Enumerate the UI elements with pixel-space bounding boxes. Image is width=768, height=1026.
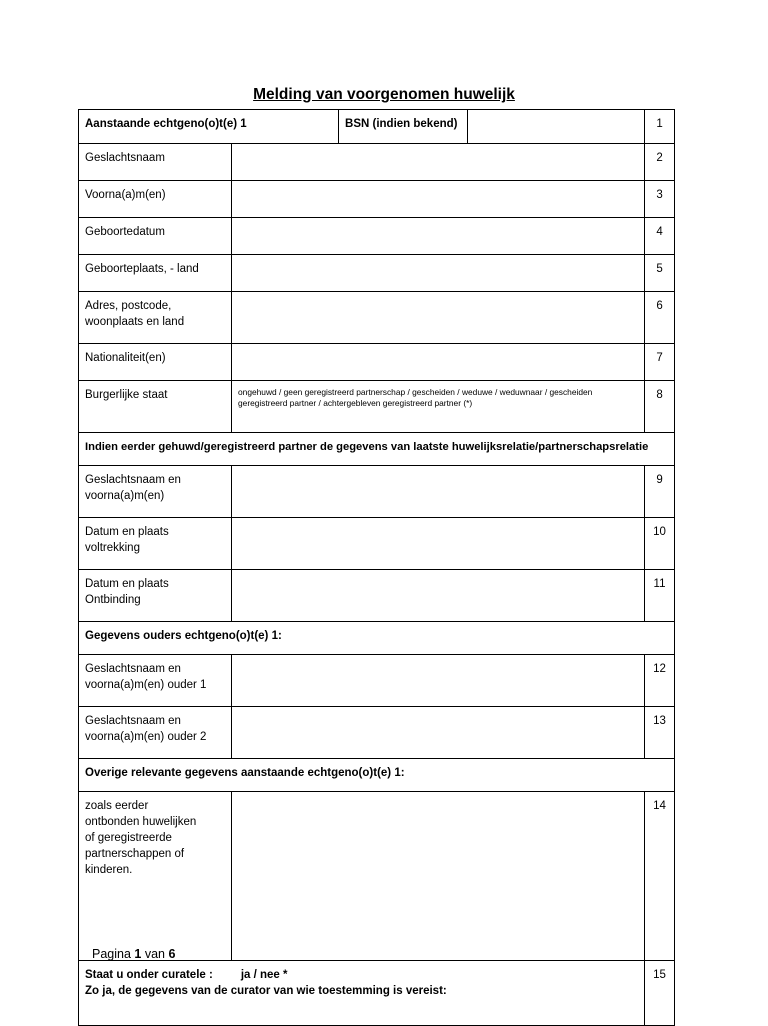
- field-label: Geboorteplaats, - land: [79, 255, 232, 292]
- total-pages: 6: [168, 947, 176, 961]
- section-3-heading: Gegevens ouders echtgeno(o)t(e) 1:: [79, 622, 675, 655]
- field-label: Geslachtsnaam en voorna(a)m(en) ouder 2: [79, 707, 232, 759]
- adres-field[interactable]: [232, 292, 645, 344]
- field-label: Geslachtsnaam en voorna(a)m(en) ouder 1: [79, 655, 232, 707]
- curatele-question: Staat u onder curatele :: [85, 969, 213, 981]
- field-label: Burgerlijke staat: [79, 381, 232, 433]
- row-number: 6: [645, 292, 675, 344]
- row-number: 3: [645, 181, 675, 218]
- row-number: 11: [645, 570, 675, 622]
- field-label: zoals eerder ontbonden huwelijken of geregistreerde partnerschappen of kinderen.: [79, 792, 232, 961]
- vorige-partner-naam-field[interactable]: [232, 466, 645, 518]
- ontbinding-field[interactable]: [232, 570, 645, 622]
- form-row-voltrekking: [79, 518, 675, 570]
- curator-followup: Zo ja, de gegevens van de curator van wie toestemming is vereist:: [85, 985, 447, 997]
- curatele-cell[interactable]: [79, 961, 645, 1026]
- voltrekking-field[interactable]: [232, 518, 645, 570]
- bsn-label: BSN (indien bekend): [339, 110, 468, 144]
- row-number: 14: [645, 792, 675, 961]
- row-number: 5: [645, 255, 675, 292]
- row-number: 7: [645, 344, 675, 381]
- row-number: 12: [645, 655, 675, 707]
- nationaliteit-field[interactable]: [232, 344, 645, 381]
- ouder-1-field[interactable]: [232, 655, 645, 707]
- field-label: Geslachtsnaam en voorna(a)m(en): [79, 466, 232, 518]
- overige-gegevens-field[interactable]: [232, 792, 645, 961]
- geslachtsnaam-field[interactable]: [232, 144, 645, 181]
- form-row-burgerlijke-staat: [79, 381, 675, 433]
- marriage-notification-form: [78, 109, 675, 1026]
- form-row-overige-gegevens: [79, 792, 675, 961]
- curatele-question-line: [85, 967, 638, 983]
- form-row-ontbinding: [79, 570, 675, 622]
- field-label: Adres, postcode, woonplaats en land: [79, 292, 232, 344]
- form-row-voornamen: [79, 181, 675, 218]
- page-footer: [92, 947, 175, 961]
- form-row-ouder-2: [79, 707, 675, 759]
- form-row-geslachtsnaam: [79, 144, 675, 181]
- form-row-curatele: [79, 961, 675, 1026]
- section-1-header-row: [79, 110, 675, 144]
- field-label: Geslachtsnaam: [79, 144, 232, 181]
- form-row-adres: [79, 292, 675, 344]
- footer-middle: van: [144, 947, 166, 961]
- bsn-field[interactable]: [468, 110, 645, 144]
- geboorteplaats-field[interactable]: [232, 255, 645, 292]
- form-row-geboorteplaats: [79, 255, 675, 292]
- form-row-nationaliteit: [79, 344, 675, 381]
- field-label: Geboortedatum: [79, 218, 232, 255]
- row-number: 13: [645, 707, 675, 759]
- field-label: Voorna(a)m(en): [79, 181, 232, 218]
- section-3-header-row: [79, 622, 675, 655]
- section-4-header-row: [79, 759, 675, 792]
- section-1-label: Aanstaande echtgeno(o)t(e) 1: [79, 110, 339, 144]
- section-2-header-row: [79, 433, 675, 466]
- form-row-geboortedatum: [79, 218, 675, 255]
- form-row-ouder-1: [79, 655, 675, 707]
- voornamen-field[interactable]: [232, 181, 645, 218]
- geboortedatum-field[interactable]: [232, 218, 645, 255]
- section-2-heading: Indien eerder gehuwd/geregistreerd partner de gegevens van laatste huwelijksrelatie/partnerschapsrelatie: [79, 433, 675, 466]
- field-label: Datum en plaats voltrekking: [79, 518, 232, 570]
- ouder-2-field[interactable]: [232, 707, 645, 759]
- section-4-heading: Overige relevante gegevens aanstaande echtgeno(o)t(e) 1:: [79, 759, 675, 792]
- row-number: 8: [645, 381, 675, 433]
- field-label: Datum en plaats Ontbinding: [79, 570, 232, 622]
- row-number: 2: [645, 144, 675, 181]
- row-number: 9: [645, 466, 675, 518]
- footer-prefix: Pagina: [92, 947, 131, 961]
- row-number: 1: [645, 110, 675, 144]
- document-title: Melding van voorgenomen huwelijk: [253, 86, 515, 103]
- burgerlijke-staat-options[interactable]: ongehuwd / geen geregistreerd partnerschap / gescheiden / weduwe / weduwnaar / gescheiden geregistreerd partner / achtergebleven geregistreerd partner (*): [232, 381, 645, 433]
- row-number: 4: [645, 218, 675, 255]
- field-label: Nationaliteit(en): [79, 344, 232, 381]
- row-number: 10: [645, 518, 675, 570]
- current-page-number: 1: [134, 947, 142, 961]
- curatele-options[interactable]: ja / nee *: [240, 969, 288, 981]
- form-row-vorige-partner-naam: [79, 466, 675, 518]
- row-number: 15: [645, 961, 675, 1026]
